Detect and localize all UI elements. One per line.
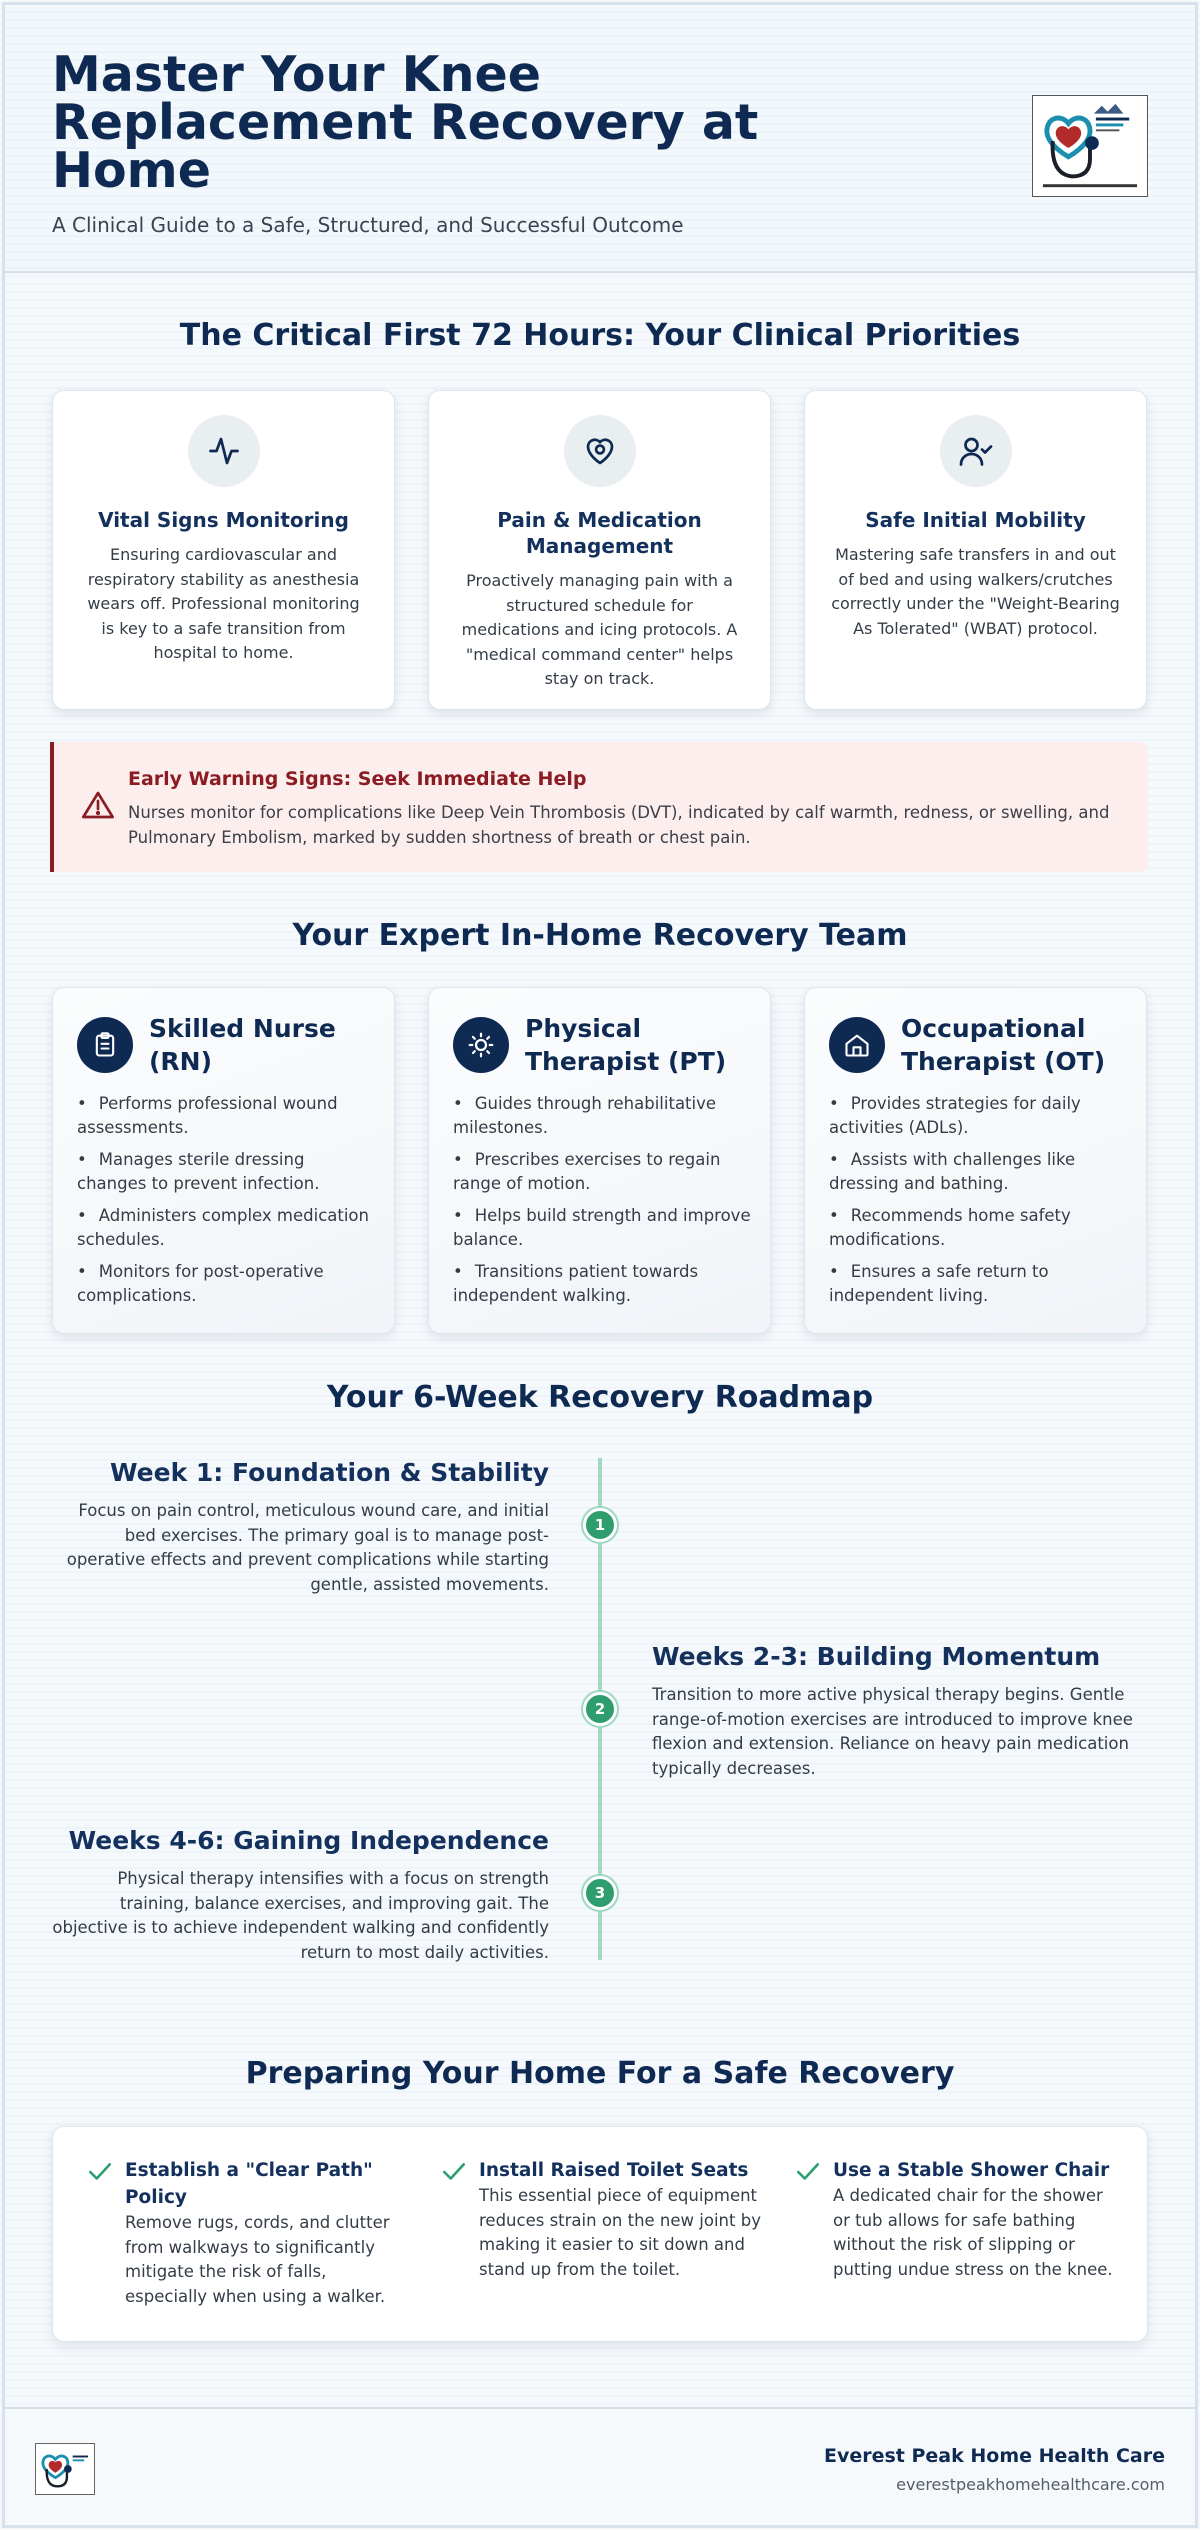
warning-title: Early Warning Signs: Seek Immediate Help xyxy=(128,768,587,790)
list-item: • Administers complex medication schedules. xyxy=(77,1204,377,1252)
home-prep-item-text: A dedicated chair for the shower or tub allows for safe bathing without the risk of slipping or putting undue stress on the knee. xyxy=(833,2186,1113,2279)
roadmap-title: Your 6-Week Recovery Roadmap xyxy=(326,1380,874,1415)
company-logo xyxy=(1032,95,1148,197)
priority-card-vitals xyxy=(52,390,395,710)
priority-card-title: Pain & Medication Management xyxy=(497,508,702,558)
timeline-marker: 1 xyxy=(583,1508,617,1542)
home-prep-item-title: Use a Stable Shower Chair xyxy=(833,2160,1110,2181)
list-item: • Transitions patient towards independent walking. xyxy=(453,1260,753,1308)
home-prep-item xyxy=(87,2157,407,2309)
list-item: • Guides through rehabilitative milestones. xyxy=(453,1092,753,1140)
home-prep-title: Preparing Your Home For a Safe Recovery xyxy=(245,2056,955,2091)
clipboard-icon xyxy=(77,1017,133,1073)
team-card-title: Skilled Nurse (RN) xyxy=(149,1014,336,1076)
home-prep-item xyxy=(795,2157,1115,2282)
warning-text: Nurses monitor for complications like Deep Vein Thrombosis (DVT), indicated by calf warmth, redness, or swelling, and Pulmonary Embolism, marked by sudden shortness of breath or chest pain. xyxy=(128,803,1110,847)
footer xyxy=(5,2407,1195,2525)
team-card-title: Physical Therapist (PT) xyxy=(525,1014,727,1076)
activity-pulse-icon xyxy=(188,415,260,487)
list-item: • Ensures a safe return to independent living. xyxy=(829,1260,1129,1308)
priority-card-text: Proactively managing pain with a structured schedule for medications and icing protocols. A "medical command center" helps stay on track. xyxy=(461,571,738,688)
list-item: • Monitors for post-operative complications. xyxy=(77,1260,377,1308)
footer-website-link[interactable]: everestpeakhomehealthcare.com xyxy=(896,2475,1165,2494)
home-prep-item xyxy=(441,2157,761,2282)
timeline-marker: 2 xyxy=(583,1692,617,1726)
page-subtitle: A Clinical Guide to a Safe, Structured, and Successful Outcome xyxy=(52,213,684,237)
team-card-ot xyxy=(804,987,1147,1334)
list-item: • Recommends home safety modifications. xyxy=(829,1204,1129,1252)
home-icon xyxy=(829,1017,885,1073)
roadmap-step-title: Weeks 2-3: Building Momentum xyxy=(652,1642,1101,1671)
list-item: • Assists with challenges like dressing and bathing. xyxy=(829,1148,1129,1196)
home-prep-item-text: This essential piece of equipment reduces strain on the new joint by making it easier to sit down and stand up from the toilet. xyxy=(479,2186,761,2279)
home-prep-item-text: Remove rugs, cords, and clutter from walkways to significantly mitigate the risk of falls, especially when using a walker. xyxy=(125,2213,390,2306)
list-item: • Performs professional wound assessments. xyxy=(77,1092,377,1140)
list-item: • Prescribes exercises to regain range of motion. xyxy=(453,1148,753,1196)
check-icon xyxy=(795,2161,821,2187)
list-item: • Manages sterile dressing changes to prevent infection. xyxy=(77,1148,377,1196)
page-title: Master Your Knee Replacement Recovery at Home xyxy=(52,46,759,199)
priority-card-mobility xyxy=(804,390,1147,710)
list-item: • Helps build strength and improve balance. xyxy=(453,1204,753,1252)
priority-card-title: Safe Initial Mobility xyxy=(865,508,1086,532)
team-card-title: Occupational Therapist (OT) xyxy=(901,1014,1106,1076)
user-check-icon xyxy=(940,415,1012,487)
roadmap-step-2 xyxy=(652,1642,1146,1781)
warning-triangle-icon xyxy=(82,790,114,824)
team-card-pt xyxy=(428,987,771,1334)
team-card-list xyxy=(829,1092,1129,1316)
list-item: • Provides strategies for daily activities (ADLs). xyxy=(829,1092,1129,1140)
roadmap-step-title: Weeks 4-6: Gaining Independence xyxy=(68,1826,549,1855)
priority-card-text: Ensuring cardiovascular and respiratory stability as anesthesia wears off. Professional monitoring is key to a safe transition from hospital to home. xyxy=(87,545,360,662)
roadmap-step-text: Transition to more active physical therapy begins. Gentle range-of-motion exercises are introduced to improve knee flexion and extension. Reliance on heavy pain medication typically decreases. xyxy=(652,1685,1133,1778)
team-card-list xyxy=(77,1092,377,1316)
header xyxy=(5,5,1195,273)
check-icon xyxy=(441,2161,467,2187)
roadmap-step-text: Focus on pain control, meticulous wound care, and initial bed exercises. The primary goal is to manage post-operative effects and prevent complications while starting gentle, assisted movements. xyxy=(66,1501,549,1594)
timeline-marker: 3 xyxy=(583,1876,617,1910)
priority-card-pain xyxy=(428,390,771,710)
logo-stethoscope-heart-icon xyxy=(36,2444,94,2494)
footer-logo xyxy=(35,2443,95,2495)
priority-card-title: Vital Signs Monitoring xyxy=(98,508,349,532)
roadmap-step-title: Week 1: Foundation & Stability xyxy=(109,1458,549,1487)
priorities-title: The Critical First 72 Hours: Your Clinical Priorities xyxy=(179,318,1021,353)
roadmap-step-1 xyxy=(50,1458,549,1597)
roadmap-step-text: Physical therapy intensifies with a focus on strength training, balance exercises, and improving gait. The objective is to achieve independent walking and confidently return to most daily activities. xyxy=(52,1869,549,1962)
heart-pill-icon xyxy=(564,415,636,487)
footer-company-name: Everest Peak Home Health Care xyxy=(823,2445,1165,2467)
team-card-nurse xyxy=(52,987,395,1334)
home-prep-card xyxy=(52,2126,1148,2342)
team-title: Your Expert In-Home Recovery Team xyxy=(292,918,908,953)
logo-stethoscope-heart-icon xyxy=(1033,96,1147,196)
roadmap-step-3 xyxy=(50,1826,549,1965)
home-prep-item-title: Establish a "Clear Path" Policy xyxy=(125,2160,373,2208)
priority-card-text: Mastering safe transfers in and out of bed and using walkers/crutches correctly under the "Weight-Bearing As Tolerated" (WBAT) protocol. xyxy=(831,545,1120,638)
home-prep-item-title: Install Raised Toilet Seats xyxy=(479,2160,749,2181)
team-card-list xyxy=(453,1092,753,1316)
warning-callout xyxy=(50,742,1148,872)
check-icon xyxy=(87,2161,113,2187)
bone-icon xyxy=(453,1017,509,1073)
